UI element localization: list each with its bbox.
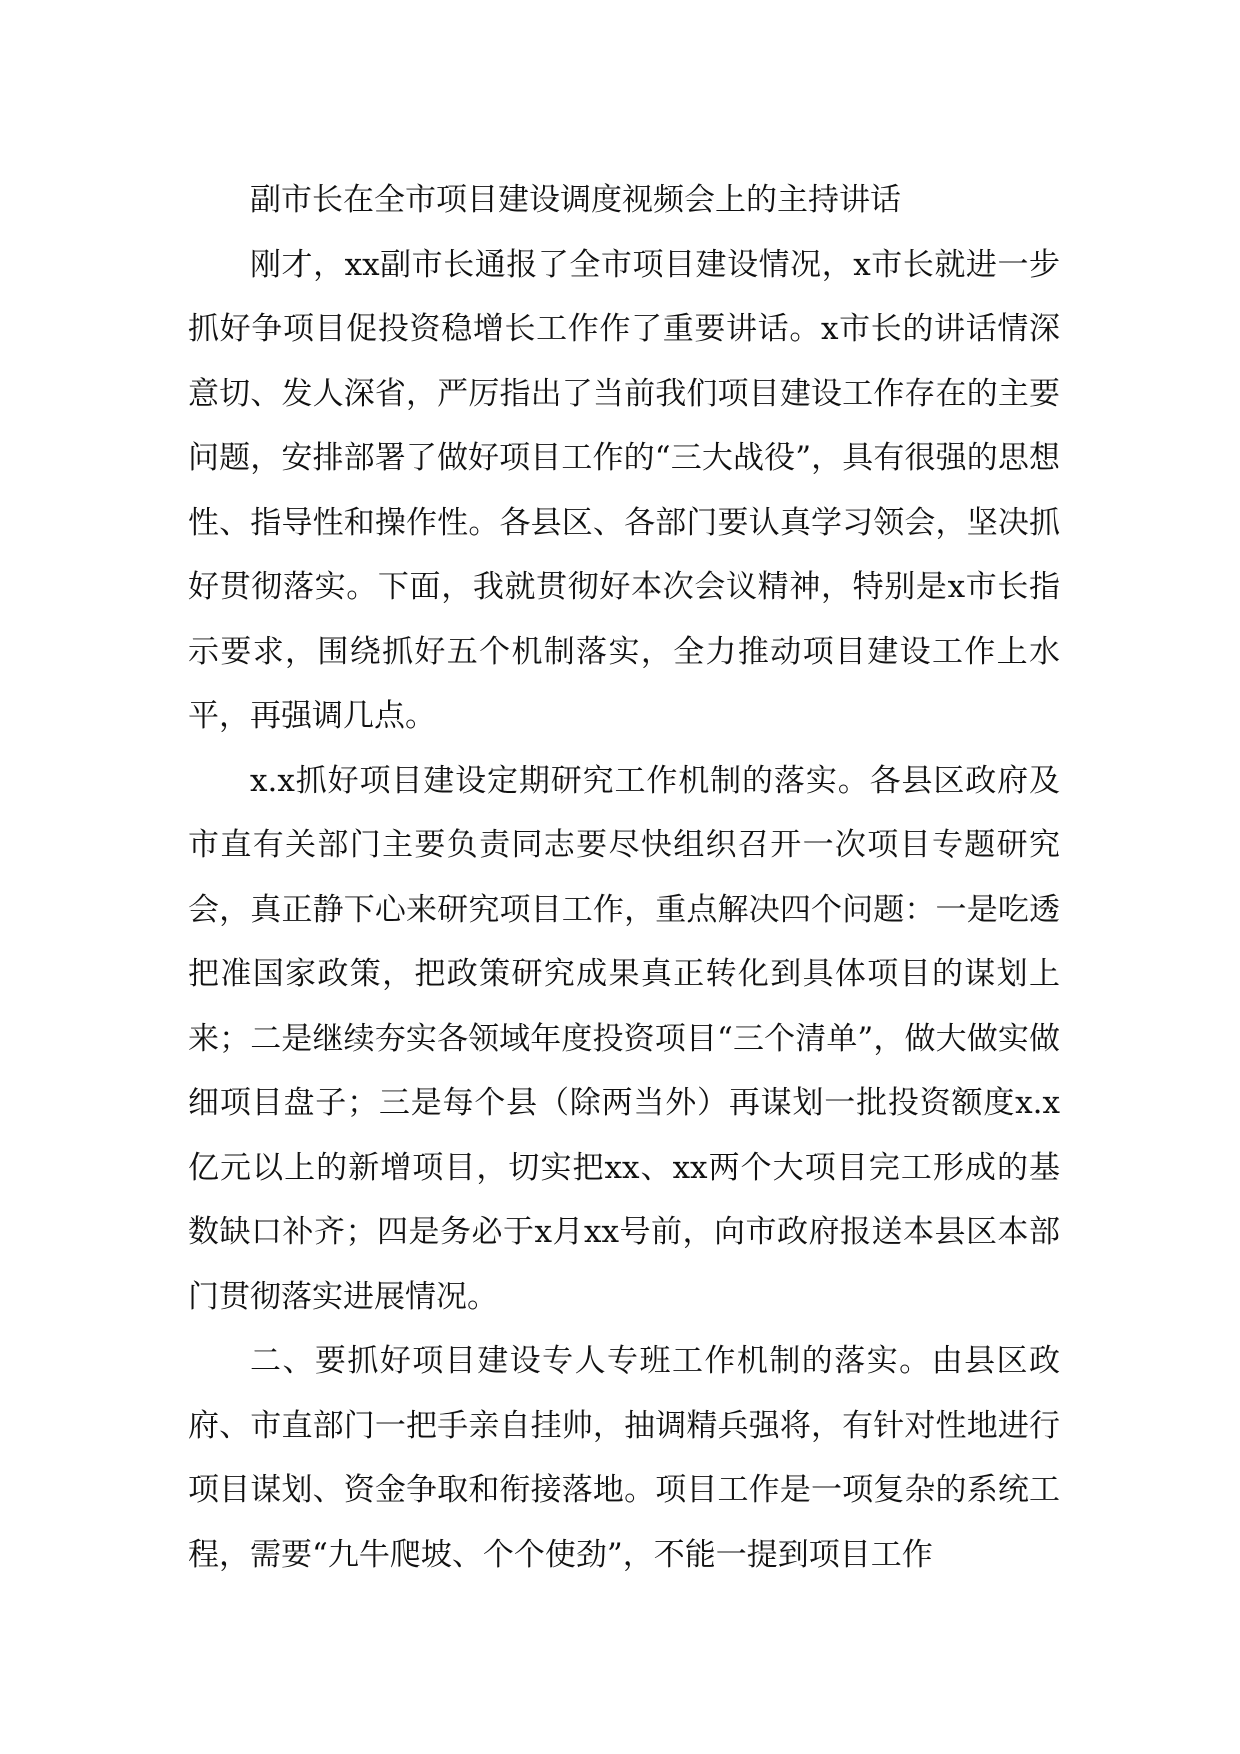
paragraph-research-mechanism: x.x抓好项目建设定期研究工作机制的落实。各县区政府及市直有关部门主要负责同志要尽快组织召开一次项目专题研究会，真正静下心来研究项目工作，重点解决四个问题：一是吃透把准国家政策，把政策研究成果真正转化到具体项目的谋划上来；二是继续夯实各领域年度投资项目“三个清单”，做大做实做细项目盘子；三是每个县（除两当外）再谋划一批投资额度x.x亿元以上的新增项目，切实把xx、xx两个大项目完工形成的基数缺口补齐；四是务必于x月xx号前，向市政府报送本县区本部门贯彻落实进展情况。 — [188, 762, 1060, 1315]
paragraph-dedicated-team-mechanism: 二、要抓好项目建设专人专班工作机制的落实。由县区政府、市直部门一把手亲自挂帅，抽调精兵强将，有针对性地进行项目谋划、资金争取和衔接落地。项目工作是一项复杂的系统工程，需要“九牛爬坡、个个使劲”，不能一提到项目工作 — [188, 1343, 1060, 1573]
document-title: 副市长在全市项目建设调度视频会上的主持讲话 — [250, 182, 901, 218]
paragraph-opening: 刚才，xx副市长通报了全市项目建设情况，x市长就进一步抓好争项目促投资稳增长工作作了重要讲话。x市长的讲话情深意切、发人深省，严厉指出了当前我们项目建设工作存在的主要问题，安排部署了做好项目工作的“三大战役”，具有很强的思想性、指导性和操作性。各县区、各部门要认真学习领会，坚决抓好贯彻落实。下面，我就贯彻好本次会议精神，特别是x市长指示要求，围绕抓好五个机制落实，全力推动项目建设工作上水平，再强调几点。 — [188, 246, 1060, 734]
document-page — [188, 168, 1060, 1587]
